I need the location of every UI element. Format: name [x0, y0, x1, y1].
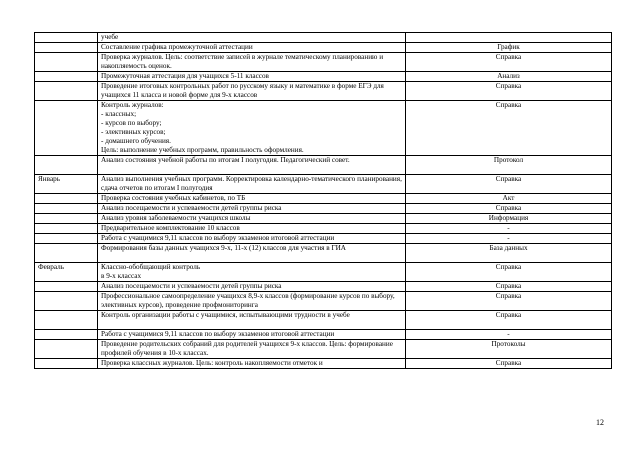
month-cell: [35, 282, 98, 292]
page-number: 12: [596, 418, 604, 427]
month-cell: [35, 53, 98, 72]
month-cell: [35, 214, 98, 224]
activity-cell: Предварительное комплектование 10 классов: [98, 224, 406, 234]
activity-cell: Проверка состояния учебных кабинетов, по ТБ: [98, 194, 406, 204]
table-row: [35, 292, 612, 311]
table-row: [35, 234, 612, 244]
table-row: [35, 43, 612, 53]
month-cell: [35, 101, 98, 156]
activity-cell: Контроль организации работы с учащимися, испытывающими трудности в учебе: [98, 311, 406, 330]
table-row: [35, 72, 612, 82]
document-cell: Справка: [406, 359, 612, 369]
table-row: [35, 33, 612, 43]
document-cell: Справка: [406, 282, 612, 292]
activity-cell: учебе: [98, 33, 406, 43]
table-row: [35, 53, 612, 72]
table-row: [35, 194, 612, 204]
plan-table-body: [35, 33, 612, 369]
table-row: [35, 359, 612, 369]
month-cell: [35, 43, 98, 53]
month-cell: [35, 244, 98, 263]
month-cell: [35, 340, 98, 359]
month-cell: Январь: [35, 175, 98, 194]
month-cell: [35, 72, 98, 82]
table-row: [35, 224, 612, 234]
document-cell: Справка: [406, 311, 612, 330]
table-row: [35, 330, 612, 340]
activity-cell: Проверка журналов. Цель: соответствие записей в журнале тематическому планированию и накопляемость оценок.: [98, 53, 406, 72]
plan-table: [34, 32, 612, 369]
activity-cell: Проверка классных журналов. Цель: контроль накопляемости отметок и: [98, 359, 406, 369]
document-cell: Справка: [406, 101, 612, 156]
activity-cell: Анализ выполнения учебных программ. Корректировка календарно-тематического планирования, сдача отчетов по итогам I полугодия: [98, 175, 406, 194]
month-cell: [35, 194, 98, 204]
document-cell: -: [406, 234, 612, 244]
activity-cell: Проведение родительских собраний для родителей учащихся 9-х классов. Цель: формирование профилей обучения в 10-х классах.: [98, 340, 406, 359]
activity-cell: Контроль журналов: - классных; - курсов по выбору; - элективных курсов; - домашнего обучения. Цель: выполнение учебных программ, правильность оформления.: [98, 101, 406, 156]
activity-cell: Анализ посещаемости и успеваемости детей группы риска: [98, 204, 406, 214]
activity-cell: Формирования базы данных учащихся 9-х, 11-х (12) классов для участия в ГИА: [98, 244, 406, 263]
month-cell: [35, 204, 98, 214]
activity-cell: Составление графика промежуточной аттестации: [98, 43, 406, 53]
table-row: [35, 82, 612, 101]
table-row: [35, 204, 612, 214]
month-cell: Февраль: [35, 263, 98, 282]
document-cell: Справка: [406, 53, 612, 72]
table-row: [35, 156, 612, 175]
month-cell: [35, 82, 98, 101]
activity-cell: Промежуточная аттестация для учащихся 5-11 классов: [98, 72, 406, 82]
document-cell: [406, 33, 612, 43]
month-cell: [35, 33, 98, 43]
document-cell: Справка: [406, 292, 612, 311]
table-row: [35, 101, 612, 156]
document-cell: Справка: [406, 204, 612, 214]
document-cell: Справка: [406, 263, 612, 282]
document-cell: -: [406, 330, 612, 340]
document-cell: -: [406, 224, 612, 234]
activity-cell: Анализ уровня заболеваемости учащихся школы: [98, 214, 406, 224]
activity-cell: Классно-обобщающий контроль в 9-х классах: [98, 263, 406, 282]
document-cell: График: [406, 43, 612, 53]
activity-cell: Работа с учащимися 9,11 классов по выбору экзаменов итоговой аттестации: [98, 234, 406, 244]
document-cell: Справка: [406, 82, 612, 101]
activity-cell: Работа с учащимися 9,11 классов по выбору экзаменов итоговой аттестации: [98, 330, 406, 340]
document-cell: База данных: [406, 244, 612, 263]
month-cell: [35, 359, 98, 369]
table-row: [35, 175, 612, 194]
month-cell: [35, 330, 98, 340]
document-cell: Справка: [406, 175, 612, 194]
table-row: [35, 244, 612, 263]
document-cell: Протокол: [406, 156, 612, 175]
activity-cell: Анализ посещаемости и успеваемости детей группы риска: [98, 282, 406, 292]
table-row: [35, 214, 612, 224]
document-cell: Информация: [406, 214, 612, 224]
month-cell: [35, 224, 98, 234]
month-cell: [35, 234, 98, 244]
activity-cell: Профессиональное самоопределение учащихся 8,9-х классов (формирование курсов по выбору, элективных курсов), проведение профмониторинга: [98, 292, 406, 311]
activity-cell: Анализ состояния учебной работы по итогам I полугодия. Педагогический совет.: [98, 156, 406, 175]
document-cell: Анализ: [406, 72, 612, 82]
document-cell: Протоколы: [406, 340, 612, 359]
table-row: [35, 311, 612, 330]
month-cell: [35, 292, 98, 311]
table-row: [35, 340, 612, 359]
month-cell: [35, 311, 98, 330]
activity-cell: Проведение итоговых контрольных работ по русскому языку и математике в форме ЕГЭ для учащихся 11 класса и новой форме для 9-х классов: [98, 82, 406, 101]
document-cell: Акт: [406, 194, 612, 204]
table-row: [35, 282, 612, 292]
month-cell: [35, 156, 98, 175]
table-row: [35, 263, 612, 282]
